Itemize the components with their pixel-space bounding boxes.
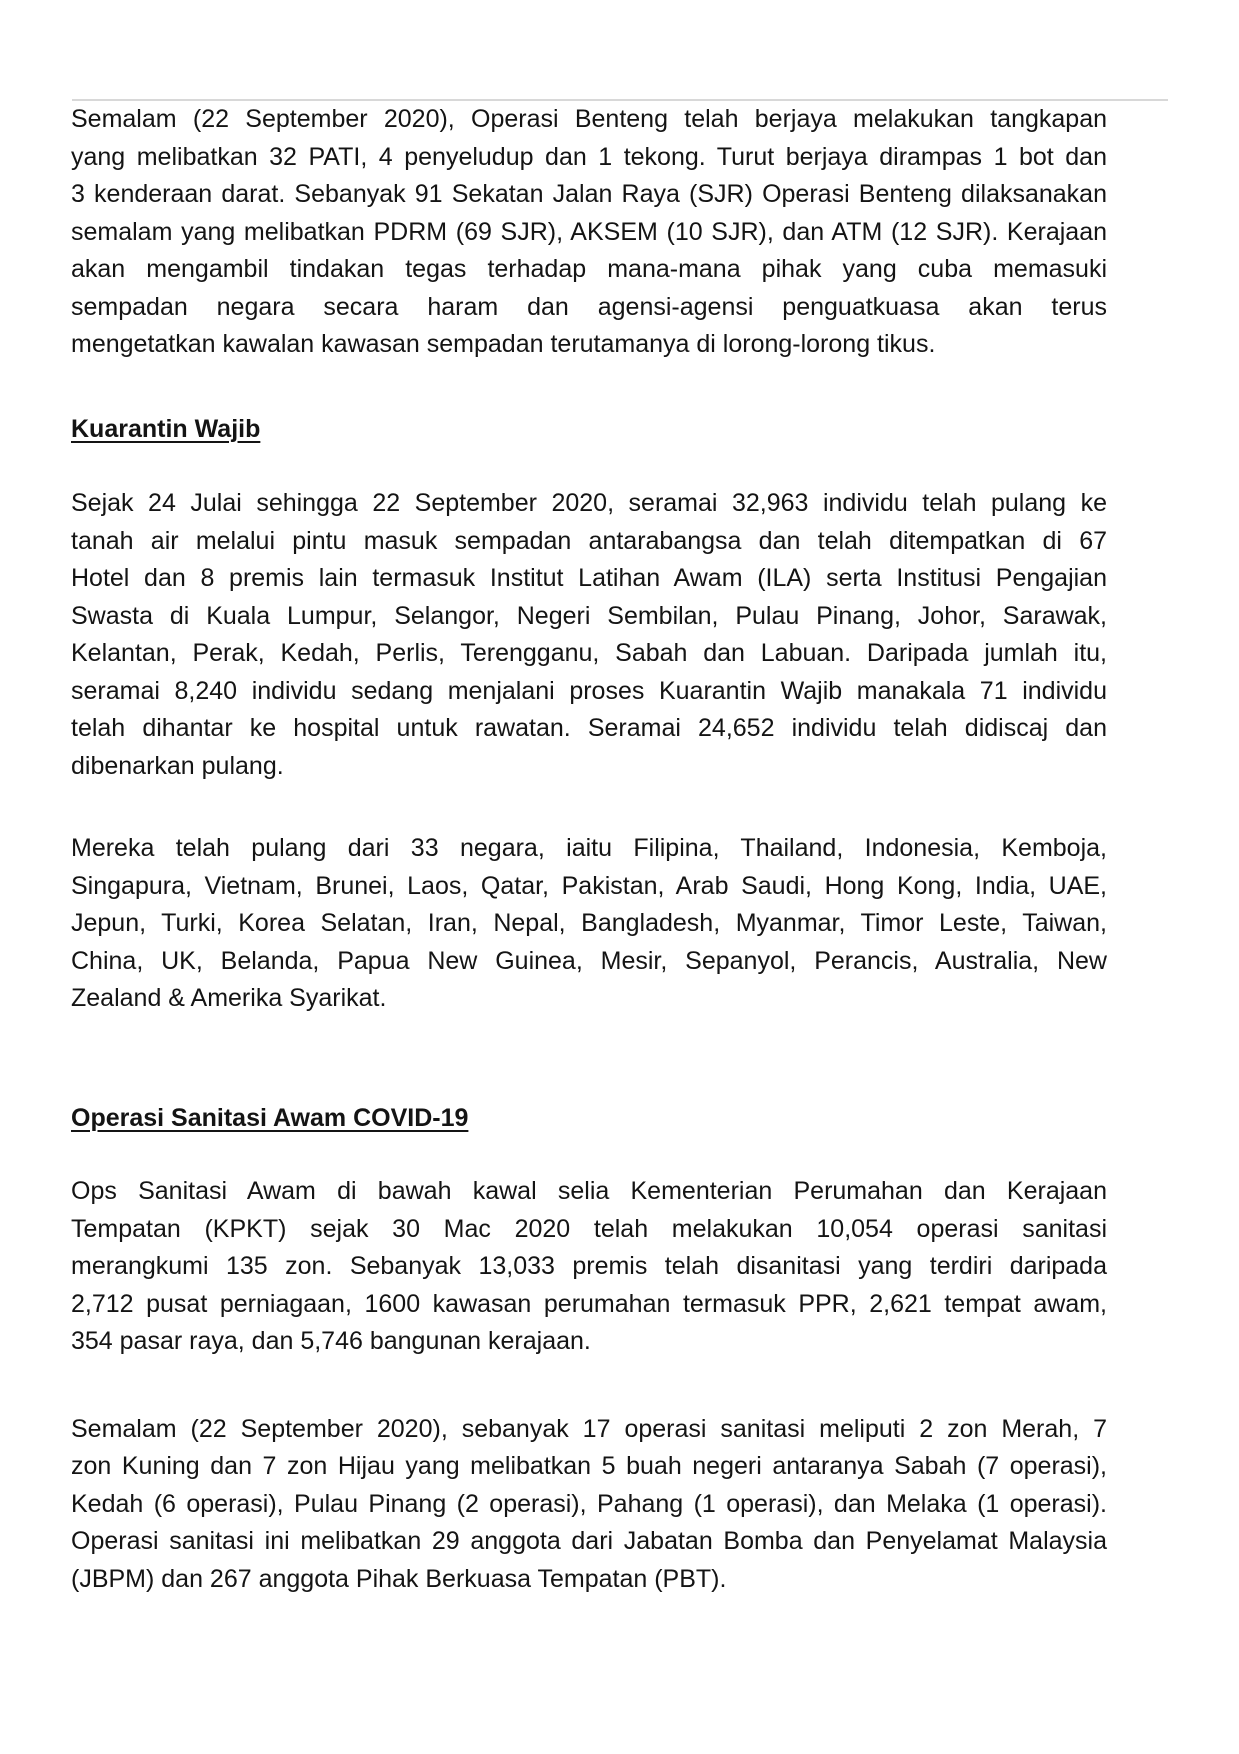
text-line: sempadan negara secara haram dan agensi-agensi penguatkuasa akan terus	[71, 292, 1107, 321]
paragraph-kuarantin-statistik	[71, 485, 1107, 785]
heading-text: Kuarantin Wajib	[71, 414, 261, 443]
paragraph-operasi-benteng	[71, 101, 1107, 364]
paragraph-senarai-negara	[71, 830, 1107, 1018]
text-line: semalam yang melibatkan PDRM (69 SJR), AKSEM (10 SJR), dan ATM (12 SJR). Kerajaan	[71, 217, 1107, 246]
text-line: Hotel dan 8 premis lain termasuk Institut Latihan Awam (ILA) serta Institusi Pengajian	[71, 564, 1107, 592]
document-body	[71, 101, 1107, 1598]
text-line: Semalam (22 September 2020), sebanyak 17 operasi sanitasi meliputi 2 zon Merah, 7	[71, 1414, 1107, 1443]
text-line: Tempatan (KPKT) sejak 30 Mac 2020 telah melakukan 10,054 operasi sanitasi	[71, 1214, 1107, 1243]
text-line: mengetatkan kawalan kawasan sempadan terutamanya di lorong-lorong tikus.	[71, 330, 936, 358]
text-line: 354 pasar raya, dan 5,746 bangunan kerajaan.	[71, 1327, 591, 1355]
text-line: merangkumi 135 zon. Sebanyak 13,033 premis telah disanitasi yang terdiri daripada	[71, 1252, 1107, 1280]
text-line: dibenarkan pulang.	[71, 751, 284, 780]
text-line: Zealand & Amerika Syarikat.	[71, 984, 387, 1012]
text-line: Singapura, Vietnam, Brunei, Laos, Qatar, Pakistan, Arab Saudi, Hong Kong, India, UAE,	[71, 871, 1107, 900]
text-line: Mereka telah pulang dari 33 negara, iaitu Filipina, Thailand, Indonesia, Kemboja,	[71, 834, 1107, 862]
text-line: Swasta di Kuala Lumpur, Selangor, Negeri Sembilan, Pulau Pinang, Johor, Sarawak,	[71, 601, 1107, 630]
paragraph-sanitasi-semalam	[71, 1411, 1107, 1599]
text-line: yang melibatkan 32 PATI, 4 penyeludup dan 1 tekong. Turut berjaya dirampas 1 bot dan	[71, 142, 1107, 171]
text-line: Kedah (6 operasi), Pulau Pinang (2 operasi), Pahang (1 operasi), dan Melaka (1 operasi).	[71, 1489, 1107, 1518]
text-line: (JBPM) dan 267 anggota Pihak Berkuasa Tempatan (PBT).	[71, 1564, 727, 1593]
paragraph-sanitasi-statistik	[71, 1173, 1107, 1361]
text-line: seramai 8,240 individu sedang menjalani proses Kuarantin Wajib manakala 71 individu	[71, 676, 1107, 705]
text-line: zon Kuning dan 7 zon Hijau yang melibatkan 5 buah negeri antaranya Sabah (7 operasi),	[71, 1452, 1107, 1480]
text-line: Ops Sanitasi Awam di bawah kawal selia Kementerian Perumahan dan Kerajaan	[71, 1177, 1107, 1205]
heading-text: Operasi Sanitasi Awam COVID-19	[71, 1103, 469, 1132]
text-line: akan mengambil tindakan tegas terhadap mana-mana pihak yang cuba memasuki	[71, 255, 1107, 283]
text-line: China, UK, Belanda, Papua New Guinea, Mesir, Sepanyol, Perancis, Australia, New	[71, 946, 1107, 975]
text-line: Semalam (22 September 2020), Operasi Benteng telah berjaya melakukan tangkapan	[71, 105, 1107, 133]
text-line: Sejak 24 Julai sehingga 22 September 2020, seramai 32,963 individu telah pulang ke	[71, 489, 1107, 517]
text-line: telah dihantar ke hospital untuk rawatan. Seramai 24,652 individu telah didiscaj dan	[71, 714, 1107, 742]
text-line: 2,712 pusat perniagaan, 1600 kawasan perumahan termasuk PPR, 2,621 tempat awam,	[71, 1289, 1107, 1318]
heading-kuarantin-wajib	[71, 411, 1107, 449]
heading-operasi-sanitasi	[71, 1100, 1107, 1138]
text-line: 3 kenderaan darat. Sebanyak 91 Sekatan Jalan Raya (SJR) Operasi Benteng dilaksanakan	[71, 180, 1107, 208]
text-line: Kelantan, Perak, Kedah, Perlis, Terengganu, Sabah dan Labuan. Daripada jumlah itu,	[71, 639, 1107, 667]
text-line: tanah air melalui pintu masuk sempadan antarabangsa dan telah ditempatkan di 67	[71, 526, 1107, 555]
text-line: Jepun, Turki, Korea Selatan, Iran, Nepal, Bangladesh, Myanmar, Timor Leste, Taiwan,	[71, 909, 1107, 937]
text-line: Operasi sanitasi ini melibatkan 29 anggota dari Jabatan Bomba dan Penyelamat Malaysia	[71, 1527, 1107, 1555]
